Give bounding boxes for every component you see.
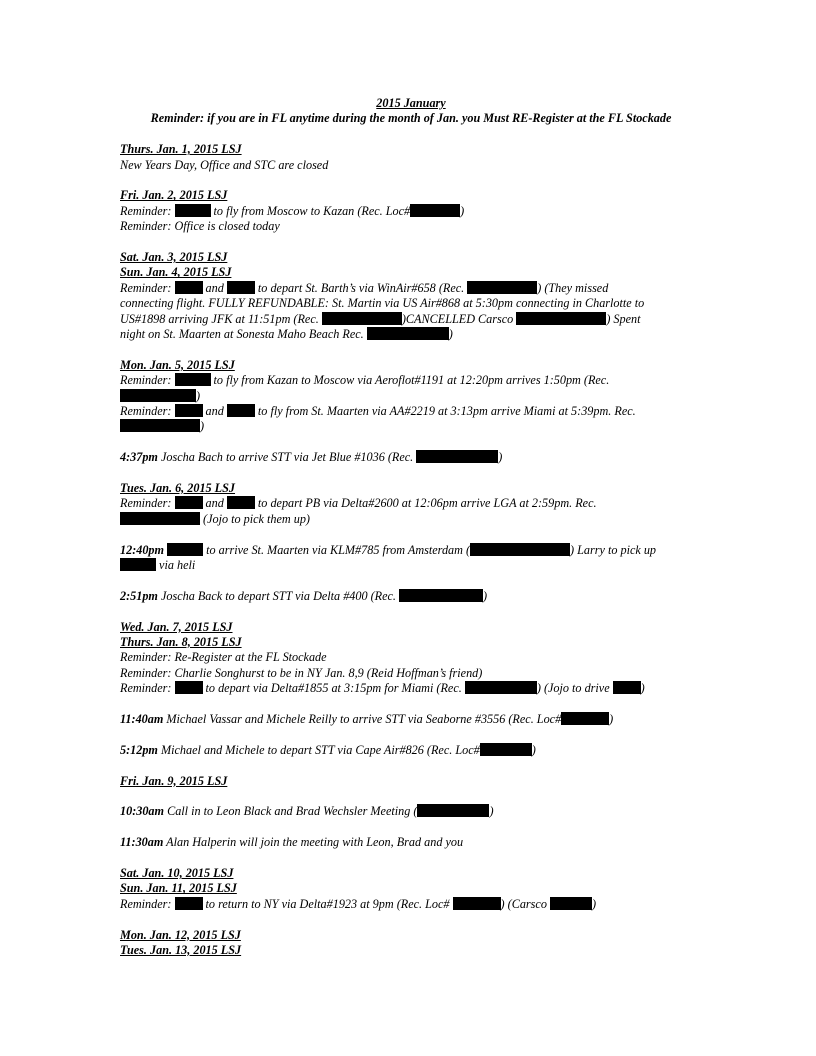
redaction-bar [399, 589, 483, 602]
redaction-bar [465, 681, 537, 694]
entry-line: Reminder: Charlie Songhurst to be in NY Jan. 8,9 (Reid Hoffman’s friend) [120, 665, 483, 680]
date-heading: Fri. Jan. 9, 2015 LSJ [120, 773, 228, 788]
redaction-bar [410, 204, 460, 217]
date-heading: Sun. Jan. 11, 2015 LSJ [120, 881, 237, 896]
redaction-bar [120, 389, 196, 402]
redaction-bar [175, 496, 203, 509]
redaction-bar [516, 312, 606, 325]
date-heading: Mon. Jan. 12, 2015 LSJ [120, 927, 241, 942]
entry-line: 12:40pm to arrive St. Maarten via KLM#785 from Amsterdam ( ) Larry to pick up [120, 542, 657, 557]
date-heading: Fri. Jan. 2, 2015 LSJ [120, 188, 228, 203]
entry-line: US#1898 arriving JFK at 11:51pm (Rec. )CANCELLED Carsco ) Spent [120, 311, 641, 326]
entry-line: ) [120, 419, 710, 434]
redaction-bar [480, 743, 532, 756]
entry-line: Reminder: Re-Register at the FL Stockade [120, 650, 327, 665]
entry-line: night on St. Maarten at Sonesta Maho Beach Rec. ) [120, 327, 453, 342]
header [112, 96, 710, 127]
entry-line: Reminder: and to fly from St. Maarten via AA#2219 at 3:13pm arrive Miami at 5:39pm. Rec. [120, 404, 636, 419]
redaction-bar [416, 450, 498, 463]
date-heading: Sun. Jan. 4, 2015 LSJ [120, 265, 232, 280]
entry-line: Reminder: Office is closed today [120, 219, 280, 234]
entry-line: Reminder: and to depart PB via Delta#2600 at 12:06pm arrive LGA at 2:59pm. Rec. [120, 496, 597, 511]
redaction-bar [227, 281, 255, 294]
redaction-bar [120, 419, 200, 432]
entry-line: Reminder: to depart via Delta#1855 at 3:15pm for Miami (Rec. ) (Jojo to drive ) [120, 681, 645, 696]
redaction-bar [120, 512, 200, 525]
redaction-bar [467, 281, 537, 294]
redaction-bar [175, 373, 211, 386]
redaction-bar [470, 543, 570, 556]
entry-line: via heli [120, 558, 710, 573]
redaction-bar [367, 327, 449, 340]
date-heading: Wed. Jan. 7, 2015 LSJ [120, 619, 233, 634]
calendar-content [120, 96, 710, 959]
date-heading: Sat. Jan. 3, 2015 LSJ [120, 250, 228, 265]
entry-line: 4:37pm Joscha Bach to arrive STT via Jet Blue #1036 (Rec. ) [120, 450, 503, 465]
entry-line: (Jojo to pick them up) [120, 512, 710, 527]
entry-line: Reminder: to fly from Moscow to Kazan (Rec. Loc# ) [120, 203, 465, 218]
entry-line: 11:30am Alan Halperin will join the meeting with Leon, Brad and you [120, 835, 464, 850]
date-heading: Thurs. Jan. 8, 2015 LSJ [120, 635, 242, 650]
redaction-bar [417, 804, 489, 817]
redaction-bar [561, 712, 609, 725]
redaction-bar [175, 281, 203, 294]
stockade-banner: Reminder: if you are in FL anytime during the month of Jan. you Must RE-Register at the FL Stockade [150, 111, 672, 126]
month-title: 2015 January [376, 96, 446, 110]
entry-line: 10:30am Call in to Leon Black and Brad Wechsler Meeting ( ) [120, 804, 494, 819]
date-heading: Tues. Jan. 13, 2015 LSJ [120, 943, 242, 958]
entry-line: Reminder: to return to NY via Delta#1923 at 9pm (Rec. Loc# ) (Carsco ) [120, 896, 597, 911]
redaction-bar [550, 897, 592, 910]
redaction-bar [175, 204, 211, 217]
entry-line: ) [120, 389, 710, 404]
redaction-bar [613, 681, 641, 694]
redaction-bar [120, 558, 156, 571]
date-heading: Sat. Jan. 10, 2015 LSJ [120, 866, 234, 881]
entry-line: 2:51pm Joscha Back to depart STT via Delta #400 (Rec. ) [120, 588, 488, 603]
redaction-bar [167, 543, 203, 556]
redaction-bar [175, 404, 203, 417]
redaction-bar [453, 897, 501, 910]
entry-line: connecting flight. FULLY REFUNDABLE: St. Martin via US Air#868 at 5:30pm connecting in Charlotte to [120, 296, 645, 311]
date-heading: Mon. Jan. 5, 2015 LSJ [120, 357, 235, 372]
redaction-bar [175, 681, 203, 694]
entry-line: New Years Day, Office and STC are closed [120, 157, 329, 172]
entry-line: Reminder: to fly from Kazan to Moscow via Aeroflot#1191 at 12:20pm arrives 1:50pm (Rec. [120, 373, 610, 388]
redaction-bar [175, 897, 203, 910]
redaction-bar [227, 496, 255, 509]
entry-line: Reminder: and to depart St. Barth’s via WinAir#658 (Rec. ) (They missed [120, 280, 609, 295]
entry-line: 11:40am Michael Vassar and Michele Reilly to arrive STT via Seaborne #3556 (Rec. Loc# ) [120, 712, 614, 727]
redaction-bar [322, 312, 402, 325]
entry-line: 5:12pm Michael and Michele to depart STT via Cape Air#826 (Rec. Loc# ) [120, 742, 536, 757]
date-heading: Thurs. Jan. 1, 2015 LSJ [120, 142, 242, 157]
redaction-bar [227, 404, 255, 417]
date-heading: Tues. Jan. 6, 2015 LSJ [120, 481, 236, 496]
